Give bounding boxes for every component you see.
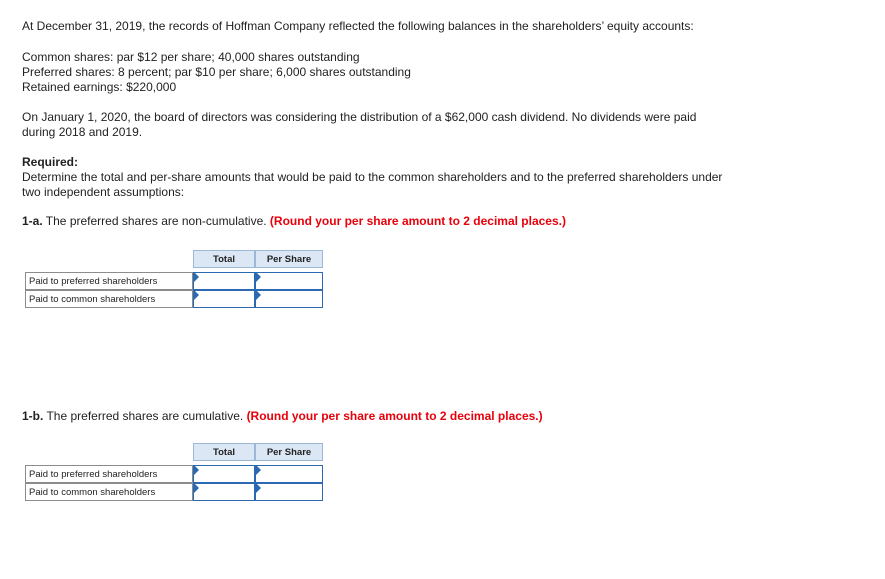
input-marker-icon	[256, 483, 261, 493]
balance-common: Common shares: par $12 per share; 40,000 shares outstanding	[22, 50, 360, 64]
input-marker-icon	[194, 290, 199, 300]
part-b-table	[25, 443, 323, 501]
part-b-label: 1-b.	[22, 409, 44, 423]
balance-retained: Retained earnings: $220,000	[22, 80, 177, 94]
required-text-line1: Determine the total and per-share amounts that would be paid to the common shareholders and to the preferred shareholders under	[22, 170, 723, 184]
row-label-common: Paid to common shareholders	[25, 290, 193, 308]
row-label-preferred: Paid to preferred shareholders	[25, 272, 193, 290]
row-label-preferred: Paid to preferred shareholders	[25, 465, 193, 483]
input-marker-icon	[256, 272, 261, 282]
col-total-header: Total	[193, 250, 255, 268]
common-total-input[interactable]	[193, 290, 255, 308]
preferred-total-input[interactable]	[193, 465, 255, 483]
intro-text: At December 31, 2019, the records of Hoffman Company reflected the following balances in the shareholders’ equity accounts:	[22, 19, 694, 33]
header-blank	[25, 443, 193, 461]
common-total-input[interactable]	[193, 483, 255, 501]
table-row	[25, 465, 323, 483]
dividend-text-line1: On January 1, 2020, the board of directors was considering the distribution of a $62,000 cash dividend. No dividends were paid	[22, 110, 697, 124]
part-a-note: (Round your per share amount to 2 decimal places.)	[269, 214, 566, 228]
preferred-per-share-input[interactable]	[255, 272, 323, 290]
col-total-header: Total	[193, 443, 255, 461]
header-blank	[25, 250, 193, 268]
part-a-instruction	[22, 214, 566, 229]
dividend-text-line2: during 2018 and 2019.	[22, 125, 143, 139]
preferred-total-input[interactable]	[193, 272, 255, 290]
balance-preferred: Preferred shares: 8 percent; par $10 per share; 6,000 shares outstanding	[22, 65, 411, 79]
common-per-share-input[interactable]	[255, 483, 323, 501]
part-a-table	[25, 250, 323, 308]
input-marker-icon	[194, 465, 199, 475]
part-b-instruction	[22, 409, 543, 424]
table-row	[25, 272, 323, 290]
preferred-per-share-input[interactable]	[255, 465, 323, 483]
table-row	[25, 290, 323, 308]
input-marker-icon	[194, 272, 199, 282]
input-marker-icon	[194, 483, 199, 493]
input-marker-icon	[256, 465, 261, 475]
required-text-line2: two independent assumptions:	[22, 185, 185, 199]
col-per-share-header: Per Share	[255, 443, 323, 461]
part-a-label: 1-a.	[22, 214, 43, 228]
input-marker-icon	[256, 290, 261, 300]
part-a-text: The preferred shares are non-cumulative.	[42, 214, 270, 228]
part-b-text: The preferred shares are cumulative.	[43, 409, 247, 423]
row-label-common: Paid to common shareholders	[25, 483, 193, 501]
common-per-share-input[interactable]	[255, 290, 323, 308]
required-heading: Required:	[22, 155, 79, 169]
part-b-note: (Round your per share amount to 2 decimal places.)	[246, 409, 543, 423]
col-per-share-header: Per Share	[255, 250, 323, 268]
table-row	[25, 483, 323, 501]
